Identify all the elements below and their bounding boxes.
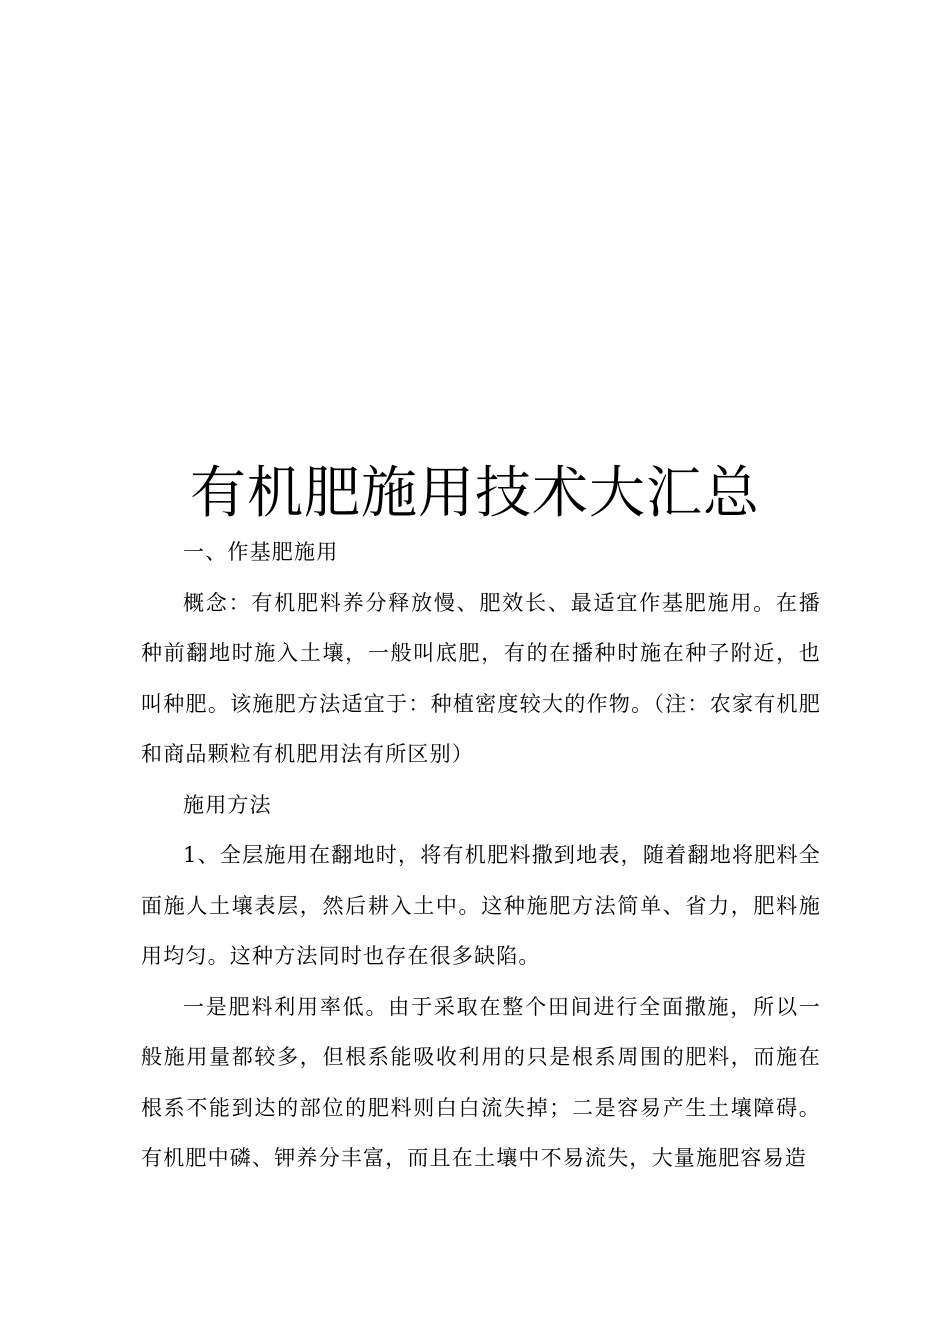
paragraph-drawbacks: 一是肥料利用率低。由于采取在整个田间进行全面撒施，所以一般施用量都较多，但根系能吸收利用的只是根系周围的肥料，而施在根系不能到达的部位的肥料则白白流失掉；二是容易产生土壤障碍。有机肥中磷、钾养分丰富，而且在土壤中不易流失，大量施肥容易造 — [141, 994, 821, 1170]
document-body — [141, 527, 821, 1184]
paragraph-concept: 概念：有机肥料养分释放慢、肥效长、最适宜作基肥施用。在播种前翻地时施入土壤，一般叫底肥，有的在播种时施在种子附近，也叫种肥。该施肥方法适宜于：种植密度较大的作物。（注：农家有机肥和商品颗粒有机肥用法有所区别） — [141, 590, 821, 766]
subheading-method: 施用方法 — [183, 792, 272, 817]
section-heading: 一、作基肥施用 — [183, 540, 339, 564]
paragraph-method-1: 1、全层施用在翻地时，将有机肥料撒到地表，随着翻地将肥料全面施人土壤表层，然后耕入土中。这种施肥方法简单、省力，肥料施用均匀。这种方法同时也存在很多缺陷。 — [141, 843, 821, 968]
document-title: 有机肥施用技术大汇总 — [190, 461, 760, 526]
